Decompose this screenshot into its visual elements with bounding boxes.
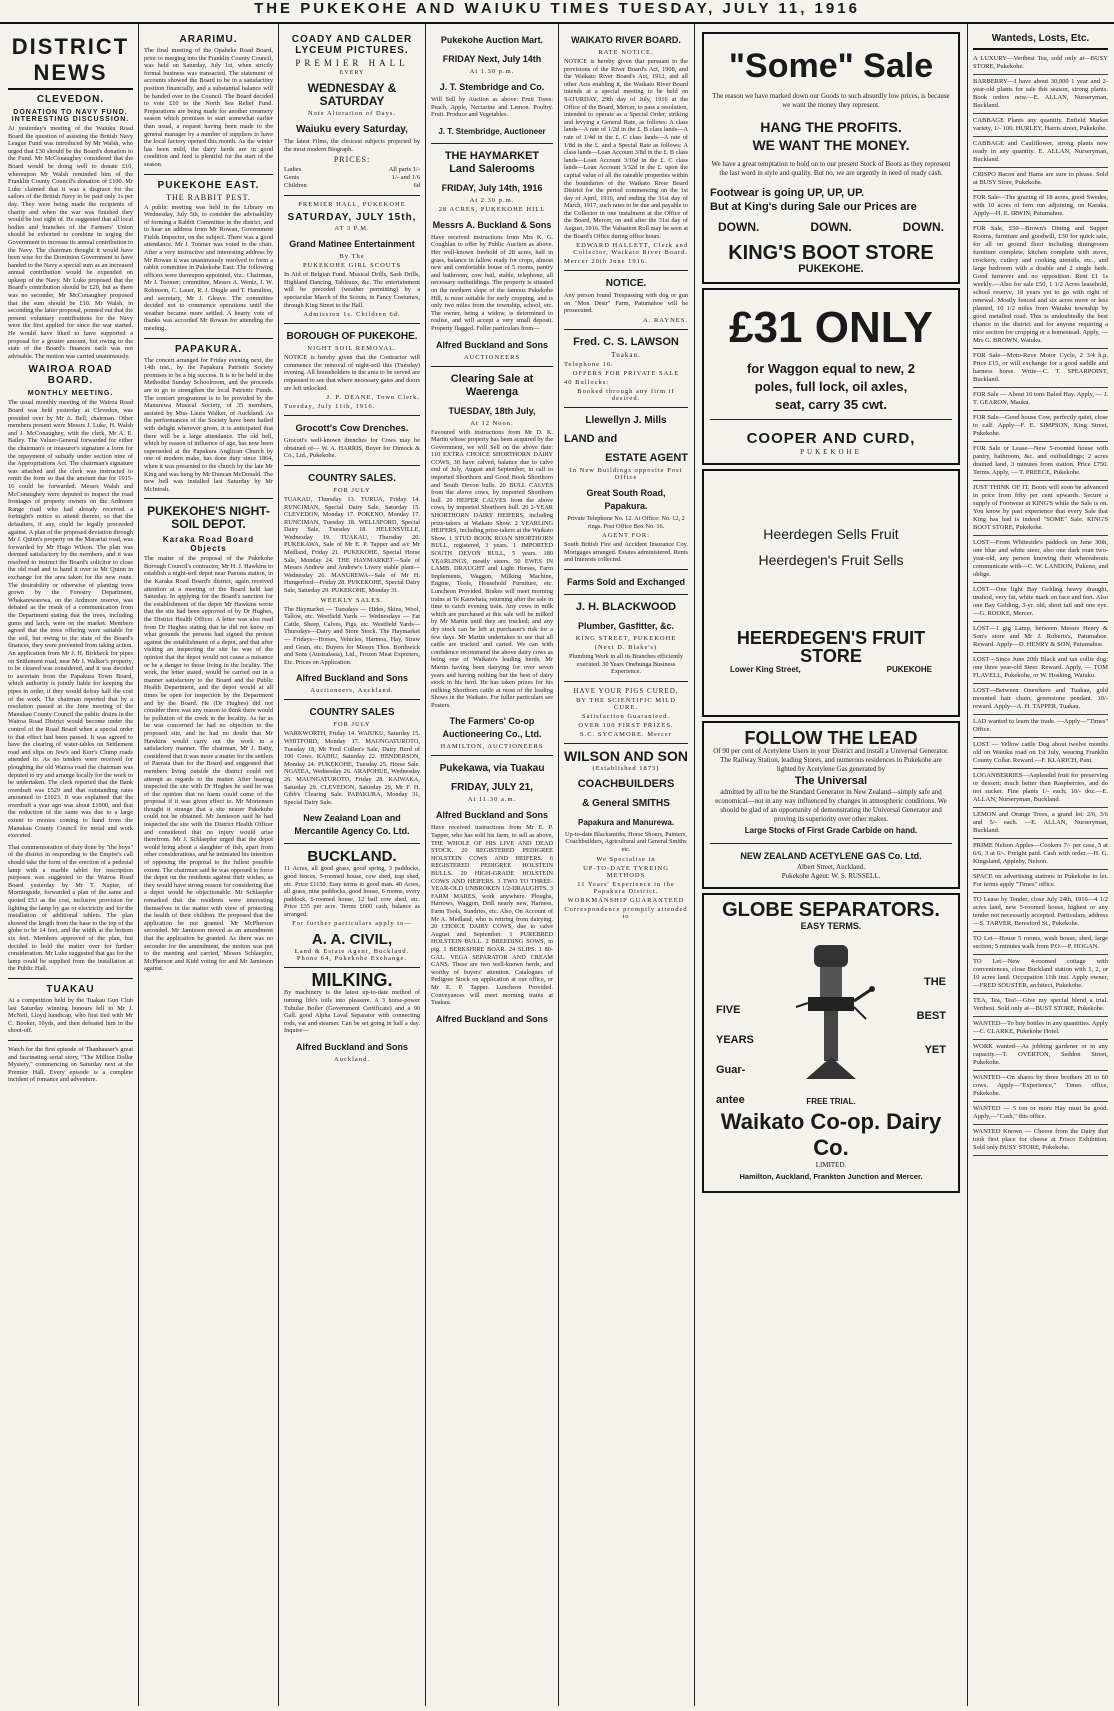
ad-text: FOR JULY [333, 721, 371, 729]
ad-text: Footwear is going UP, UP, UP. [710, 187, 865, 199]
classified-ad: TO Lease by Tender, close July 24th, 1916—4 1/2 acres land, new 5-roomed house, highest or any tender not necessarily accepted. Particulars, address—S. TARVER, Beresford St., Pukekohe. [973, 893, 1108, 932]
section-title: DISTRICT NEWS [8, 34, 133, 90]
ad-heading: BUCKLAND. [307, 848, 397, 866]
ad-text: Grand Matinee Entertainment [289, 239, 415, 250]
ad-text: Waiuku every Saturday, [296, 124, 408, 135]
ad-text: In New Buildings opposite Post Office [569, 467, 683, 482]
classified-ad: A LUXURY—Veribest Tea, sold only at—BUSY STORE, Pukekohe. [973, 52, 1108, 75]
place-heading: PUKEKOHE EAST. [157, 179, 260, 191]
classified-ad: FOR Sale—Moto-Reve Motor Cycle, 2 3/4 h.p. Price £15, or will exchange for a good saddle and harness horse. Write—C. T. SPEARPOINT, Buckland. [973, 349, 1108, 388]
ad-body: WARKWORTH, Friday 14. WAIUKU, Saturday 15. WHITFORD, Monday 17. MAUNGATUROTO, Tuesday 18, Mr Fred Cullen's Sale, Dairy Herd of 100 Cows. KAIHU, Saturday 22. HENDERSON, Monday 24. PUKEKOHE, Tuesday 25. Horse Sale. NGATEA, Wednesday 26. ARAPOHUE, Wednesday 26. MAUNGATUROTO, Friday 28. KAIWAKA, Saturday 29. CLEVEDON, Saturday 29, Mr F. H. Gibb's Clearing Sale. PAPAKURA, Monday 31, Special Dairy Sale. [284, 730, 420, 806]
ad-text: WEEKLY SALES. [320, 596, 384, 604]
column-rule [558, 24, 559, 1706]
ad-body: Favoured with instructions from Mr D. K. Martin whose property has been acquired by the Government, we will Sell on the above date: 110 EXTRA CHOICE SHORTHORN DAIRY COWS, 30 have calved, balance due to calve end of July, August and September, in calf to imported Shorthorn and Good Book Shorthorn and South Devon bulls. 20 BULL CALVES from the above cows, by imported Shorthorn bull. 20 HEIFER CALVES from the above cows, by imported Shorthorn bull. 20 2-YEAR SHORTHORN DAIRY HEIFERS, including prize-takers at Waikato Show. 2 YEARLING HEIFERS, including prize-takers at the Waikato Show. 1 STUD BOOK ROAN SHORTHORN BULL, registered, 3 years. 1 IMPORTED SOUTH DEVON BULL, 5 years. 180 YEARLINGS, mostly steers. 50 EWES IN LAMB. DRAUGHT and Light Horses, Farm Implements, Waggon, Milking Machine, Engine, Tools, Household Furniture, etc. Luncheon Provided. Brakes will meet morning trains at Te Kauwhata, returning after the sale in time to catch evening train. Any cows in milk which are purchased at this sale will be milked by Mr Martin until they are trucked; and any dry stock can be left at purchaser's risk for a few days. Mr Martin undertakes to see that all cattle are trucked and carted. We can with confidence recommend the above dairy cows as being one of Waikato's leading herds, Mr Martin having been dairying for over seven years and having nothing but the best of dairy stock in his herd. He has taken prizes for his milking Shorthorn cattle at most of the leading Shows in the Waikato. For fuller particulars see Posters. [431, 428, 553, 709]
ad-heading: Pukekohe Auction Mart. [440, 35, 544, 45]
ad-days: WEDNESDAY & SATURDAY [307, 81, 397, 108]
ad-text: Land & Estate Agent, Buckland. Phone 64, Pukekohe Exchange. [294, 948, 410, 963]
ad-text: Note Alteration of Days. [308, 110, 396, 117]
ad-text: NIGHT SOIL REMOVAL. [307, 345, 397, 353]
ad-body: 11 Acres, all good grass, good spring, 3 paddocks, good fences, 5-roomed house, cow shed, trap shed, etc. Price £1150. Easy terms to good man. 40 Acres, all grass, nine paddocks, good house, 6 rooms, every paddock, 6-roomed house, 12 bail cow shed, etc. Price £35 per acre. Terms £600 cash, balance as arranged. [284, 865, 420, 918]
ad-text: But at King's during Sale our Prices are [710, 201, 917, 213]
ad-advertiser: Alfred Buckland and Sons [295, 1042, 409, 1053]
ad-text: Booked through any firm if desired. [577, 388, 675, 403]
ad-heading: THE HAYMARKET Land Salerooms [444, 149, 540, 175]
ad-text: Mercer 20th June 1916. [564, 258, 648, 266]
ad-text: Auctioneers, Auckland. [310, 687, 394, 695]
classified-ad: WANTED—To buy bottles in any quantities. Apply—C. CLARKE, Pukekohe Hotel. [973, 1017, 1108, 1040]
article-body: The usual monthly meeting of the Wairoa Road Board was held yesterday at Clevedon, was presided over by Mr A. Bell, chairman. Other members present were Messrs J. Luke, H. Walsh and J. McConaughey, with the clerk, Mr A. E. Bailey. The Valuer-General forwarded for either the chairman's or treasurer's signature a form for the repayment of subsidy under section nine of the Appropriations Act. The chairman's signature was attached and the clerk was instructed to remit the form so that the amount due for 1915-16 could be forwarded. Messrs Walsh and McConaughey were deputed to inspect the road frontages of property owners on the Ardmore Range road who had already received a fortnight's notice to attend thereto, so that the defaulters, if any, could be legally proceeded against. A plan of the proposed deviation through Mr J. Quinn's property on the Maraetai road, was forwarded by Mr Hugo Wilson. The plan was deemed satisfactory by the members, and it was resolved to instruct the Board's solicitor to close the old road and to hand it over to Mr Quinn in exchange for the area taken for the new route. The desirability or otherwise of planting trees grown by the Forestry Department, Whakarewarewa, on the Ardmore reserve, was debated as the result of a communication from the Department stating that the trees, including gums and larch, were on the market. Members agreed that the trees offering were suitable for the soil, but owing to the state of the Board's finances, they were prevented from taking action. An application from Mr J. H. Birkbeck for pipes on Settlement road, near Mr J. Walker's property, to be cleared was considered, and it was decided to ascertain from the Papakura Town Board, which authority is jointly liable for keeping the pipes in order, if they would defray half the cost of the work. The chairman reported that by a resolution passed at the June meeting of the Manukau County Council the public drains in the Wairoa Road District would become under the control of the Road Board when a special order to that effect had been passed. It was agreed to have the clearing of water-tables on Settlement road and slips on Jew's and Kerr's Clump roads attended to. As no tenders were received for ploughing the old Wairoa road the chairman was deputed to try and arrange locally for the work to be undertaken. The clerk reported that the Bank overdraft was £529 and that outstanding rates amounted to £1023. It was explained that the overdraft a year ago was about £1000, and that the reduction of the same was due to a large extent to monies coming to hand from the Manukau County Council for metal and work executed. [8, 399, 133, 840]
ad-advertiser: The Farmers' Co-op Auctioneering Co., Ltd. [442, 716, 542, 740]
ad-text: At 11.30 a.m. [467, 796, 517, 804]
article-body: At yesterday's meeting of the Waiuku Road Board the question of assisting the British Navy League Fund was introduced by Mr Walsh, who urged that £30 should be the Board's donation to the Fund. Mr McConaughey considered that the Board would be doing well to donate £10, whereupon Mr Walsh reminded him of the Franklin County Council's donation of £100. Mr Luke claimed that it was a disgrace for the sailors of the British Navy to be paid only 1s per day. They were being made the recipients of charity and when the war was finished they would be lost sight of. He suggested that all local bodies and branches of the Farmers' Union should be exhorted to combine in urging the Government to increase its annual contribution to the Navy. The chairman thought it would have been wise for the Dominion Government to have handed to the Navy a special sum as an increased annual contribution would be expended on upkeep of the Navy. Mr Luke proposed that the Board's contribution should be £20, but as there was no seconder, Mr McConaughey proposed that the sum should be £10. Mr Walsh, in seconding the latter proposal, pointed out that the present voluntary contributions for the Navy were the first applied for since the war started. He would have liked to have supported a proposal for a greater amount, but owing to the state of the Board's finances each was not advisable. The motion was carried unanimously. [8, 125, 133, 360]
ad-heading: COUNTRY SALES [309, 707, 395, 719]
ad-body: NOTICE is hereby given that the Contractor will commence the removal of night-soil this (Tuesday) evening. All householders in the area to be served are requested to see that where necessary gates and doors are left unlocked. [284, 354, 420, 392]
ad-text: 11 Years' Experience in the Papakura District. [577, 880, 675, 895]
classified-ad: CABBAGE Plants any quantity. Enfield Market variety, 1/- 100. HURLEY, Harris street, Pukekohe. [973, 114, 1108, 137]
ad-text: Plumber, Gasfitter, &c. [577, 621, 675, 631]
ad-text: ESTATE AGENT [605, 452, 688, 465]
classified-ad: WANTED—On shares by three brothers 20 to 60 cows. Apply—"Experience," Times office, Pukekohe. [973, 1071, 1108, 1102]
classified-ad: LOGANBERRIES—Asplendid fruit for preserving or dessert; much better than Raspberries, and do not sucker. Fine plants 1/- each; 10/- doz.—E. ALLAN, Nurseryman, Buckland. [973, 769, 1108, 808]
ad-text: EVERY [339, 70, 365, 76]
ad-advertiser: WILSON AND SON [564, 747, 688, 764]
classified-ad: BARBERRY—I have about 30,000 1 year and 2-year-old plants for sale this season, strong plants. Book orders now.—E. ALLAN, Nurseryman, Buckland. [973, 75, 1108, 114]
ad-advertiser: Alfred Buckland and Sons [435, 339, 549, 350]
ad-text: AT 3 P.M. [334, 225, 370, 233]
classified-ad: FOR Sale — About 10 tons Baled Hay. Apply, — J. T. GEARON, Mauku. [973, 388, 1108, 411]
ad-advertiser: HEERDEGEN'S FRUIT STORE [736, 628, 926, 666]
ad-text: Correspondence promptly attended to [564, 905, 688, 920]
notice-text: Watch for the first episode of Thanhauser's great and fascinating serial story, "The Million Dollar Mystery," commencing on Saturday next at the Premier Hall. Every episode is a complete incident of romance and adventure. [8, 1045, 133, 1084]
column-ads-5 [560, 24, 692, 1704]
ad-venue: PREMIER HALL [295, 58, 409, 68]
ad-heading: Clearing Sale at Waerenga [450, 372, 534, 398]
ad-text: OFFERS FOR PRIVATE SALE [572, 370, 680, 378]
ad-advertiser: Llewellyn J. Mills [585, 415, 667, 427]
ad-text: FRIDAY, JULY 21, [451, 782, 533, 794]
article-body: That commemoration of duty done by "the boys" of the district in responding to the Empire's call should take the form of the erection of a pedestal lamp with a marble tablet for inscription purposes was suggested to the Wairoa Road Board yesterday by Mr T. Napier, of Morningside, forwarded a plan of the same and quoted £53 as the cost, inclusive provision for lighting the lamp by gas or electricity and for the installation of additional tablets. The plan showed the length from the base to the top of the globe to be 14 feet, and the width at the bottom six feet. Members approved of the plan, but decided to hold the matter over for further consideration. Mr Luke suggested that gas for the lamp could be supplied from the installation at the Public Hall. [8, 843, 133, 973]
classified-ad: TO Let—House 5 rooms, wash house, shed, large section; 5 minutes walk from P.O.—P. HOGAN. [973, 932, 1108, 955]
ad-body: Have received instructions from Mrs K. G. Coughlan to offer by Public Auction as above. Her well-known freehold of 28 acres, half in grass, balance in fallow ready for crops, almost new and comfortable house of 5 rooms, pantry and bathroom, cow bail, stable, telephone, all necessary outbuildings. The property is situated on the northern slope of the famous Pukekohe Hill, is most suitable for early cropping, and is only two miles from the township, school, etc. The owner, being a widow, is determined to realise, and will accept a very small deposit. Property flagged. Fuller particulars from— [431, 233, 553, 332]
ad-text: COACHBUILDERS [577, 777, 675, 790]
column-display-ads [696, 24, 966, 1704]
ad-heading: Grocott's Cow Drenches. [295, 423, 409, 435]
ad-text: Satisfaction Guaranteed. [582, 712, 670, 720]
classified-ad: SPACE on advertising stations in Pukekohe to let. For terms apply "Times" office. [973, 870, 1108, 893]
article-body: At a competition held by the Tuakau Gun Club last Saturday winning honours fell to Mr J. McNeil, Lloyd handicap, who first tied with Mr C. Booker, 10yds, and then defeated him in the shoot-off. [8, 996, 133, 1035]
ad-advertiser: A. A. CIVIL, [311, 931, 393, 949]
place-heading: TUAKAU [46, 983, 95, 995]
column-rule [967, 24, 968, 1706]
ad-text: PREMIER HALL, PUKEKOHE [298, 201, 406, 209]
price-row: Children 6d [284, 182, 420, 190]
column-local-news [140, 24, 277, 1704]
ad-body: NOTICE is hereby given that pursuant to the provisions of the River Board's Act, 1908, and the Waikato River Board's Act, 1912, and all other Acts enabling it, the Waikato River Board intends at a special meeting to be held on SATURDAY, 29th day of July, 1916 at the Office of the Board, Mercer, to pass a resolution, intended to operate as a Special Order, striking and levying a General Rate, as follows: A class lands—A rate of 1/2d in the £. B class lands—A rate of 1/4d in the £. C class lands—A rate of 1/8d in the £. and a Special Rate as follows: A class lands—Loan Account 3/8d in the £. B class lands—Loan Account 3/16d in the £. C class lands—Loan Account 3/32d in the £. upon the capital value of all the rateable properties within the boundaries of the Waikato River Board District for the period commencing on the 1st day of April, 1916, and ending the 31st day of March, 1917, such rates to be due and payable to the Collector in one instalment at the Office of the Board, Mercer, on and after the 31st day of August, 1916. The Valuation Roll may be seen at the Board's Office during office hours. [564, 58, 688, 240]
ad-body: TUAKAU, Thursday 13. TURUA, Friday 14. RUNCIMAN, Special Dairy Sale, Saturday 15. CLEVEDON, Monday 17. POKENO, Monday 17. RUNCIMAN, Tuesday 18. WELLSFORD, Special Dairy Sale, Tuesday 18. HELENSVILLE, Wednesday 19. TUAKAU, Thursday 20. PUKEKAWA, Sale of Mr E. P. Tapper and a/c Mr Medland, Friday 21. PUKEKOHE, Special Horse Sale, Monday 24. THE HAYMARKET—Sale of Messrs Andrew and Andrew's Livery stable plant—Wednesday 26. MANUREWA—Sale of Mr H. Hungerford—Friday 28. PUKEKOHE, Special Dairy Sale, Saturday 29. PUKEKOHE, Monday 31. [284, 495, 420, 595]
column-ads-4 [427, 24, 557, 1704]
ad-text: UP-TO-DATE TYREING METHODS [583, 864, 669, 879]
ad-advertiser: KING'S BOOT STORE [728, 242, 934, 264]
ad-text: The reason we have marked down our Goods to such absurdly low prices, is because we want the money they represent. [712, 92, 950, 109]
ad-heading: MILKING. [311, 970, 393, 991]
ad-heading: COUNTRY SALES. [308, 472, 396, 484]
ad-king-boot-store [702, 32, 960, 284]
column-rule [138, 24, 139, 1706]
separator-machine-illustration [786, 939, 876, 1089]
ad-text: PUKEKOHE GIRL SCOUTS [302, 262, 402, 270]
ad-text: Pukekohe Agent: W. S. RUSSELL. [781, 872, 881, 880]
ad-advertiser: Alfred Buckland and Sons [435, 810, 549, 821]
ad-text: for Waggon equal to new, 2 poles, full lock, oil axles, seat, carry 35 cwt. [746, 361, 916, 412]
ad-text: RATE NOTICE. [598, 49, 654, 56]
ad-text: FREE TRIAL. [806, 1097, 856, 1106]
price-row: Ladies All parts 1/- [284, 166, 420, 174]
ad-text: We Specialise in [596, 855, 656, 863]
ad-heading: HAVE YOUR PIGS CURED, [573, 686, 679, 695]
ad-text: S.C. SYCAMORE. Mercer [580, 730, 672, 738]
ad-text: AUCTIONEERS [463, 353, 521, 361]
ad-text: KING STREET, PUKEKOHE [575, 635, 677, 642]
classified-ad: PRIME Nelson Apples—Cookers 7/- per case, 5 at 6/6, 3 at 6/-. Freight paid. Cash with order.—H. G. Kingsland, Appleby, Nelson. [973, 839, 1108, 870]
ad-body: Have received instructions from Mr E. P. Tapper, who has sold his farm, to sell as above, THE WHOLE OF HIS LIVE AND DEAD STOCK. 20 REGISTERED PEDIGREE HOLSTEIN COWS AND HEIFERS. 6 REGISTERED PEDIGREE HOLSTEIN BULLS. 20 HIGH-GRADE HOLSTEIN COWS AND HEIFERS. 3 TWO TO THREE-YEAR-OLD UNBROKEN 1/2-DRAUGHTS. 3 FARM MARES, work anywhere. Ploughs, Harrows, Waggon, Drill nearly new, Harness, Farm Tools, Sundries, etc. Also, On Account of Mr A. Medland, who is retiring from dairying. 20 CHOICE DAIRY COWS, due to calve August and September. 1 PUREBRED HOLSTEIN BULL. 2 BREEDING SOWS, in pig. 1 BERKSHIRE BOAR. 24 SLIPS. 1 80-GAL. VEGA SEPARATOR AND CREAM CANS. These are two well-known herds, and worthy of buyers' attention. Catalogues of Pedigree Stock on application at our office, or Mr E. P. Tapper. Luncheon Provided. Conveyances will meet morning trains at Tuakau. [431, 824, 553, 1007]
place-heading: WAIROA ROAD BOARD. [28, 364, 113, 387]
ad-body: The latest Films, the choicest subjects projected by the most modern Biograph. [284, 138, 420, 153]
ad-text: WE WANT THE MONEY. [752, 137, 910, 153]
ad-text: The Universal [794, 775, 868, 787]
ad-text: By The [339, 253, 365, 261]
article-heading: THE RABBIT PEST. [166, 192, 251, 202]
ad-text: At 1.30 p.m. [469, 68, 515, 75]
ad-text: Of 90 per cent of Acetylene Users in your District and install a Universal Generator. The Railway Station, leading Stores, and numerous residences in Pukekohe are lighted by Acetylene Gas generated by [713, 747, 949, 773]
ad-advertiser: New Zealand Loan and Mercantile Agency Co. Ltd. [294, 813, 410, 837]
ad-text: Hamilton, Auckland, Frankton Junction and Mercer. [739, 1172, 923, 1181]
ad-text: Auckland. [334, 1056, 370, 1064]
ad-heading: BOROUGH OF PUKEKOHE. [286, 331, 418, 343]
ad-text: At 2.30 p.m. [469, 196, 515, 204]
ad-text: J. P. DEANE, Town Clerk. [326, 394, 420, 402]
ad-text: Tuakau. [611, 351, 641, 360]
column-ads-3 [280, 24, 424, 1704]
article-heading: DONATION TO NAVY FUND. INTERESTING DISCUSSION. [11, 109, 130, 123]
classified-ad: FOR Sale or Lease—New 5-roomed house with pantry, bathroom, &c. and outbuildings; 2 acres drained land, 3 minutes from station. Price £750. Terms. Apply, — T. PREECE, Pukekohe. [973, 442, 1108, 481]
ad-text: For further particulars apply to— [292, 920, 412, 928]
ad-text: PUKEKOHE. [798, 263, 864, 275]
ad-globe-separators [702, 893, 960, 1193]
place-heading: ARARIMU. [179, 34, 238, 45]
ad-advertiser: COOPER AND CURD, [746, 430, 916, 447]
classified-ad: FOR Sale, £50—Brown's Dining and Supper Rooms, furniture and goodwill, £30 for quick sale, for all on ground floor including diningroom furniture complete, kitchen complete with stove, crockery, cutlery and cooking utensils, etc., and large bedroom with a double and 2 single beds. Good turnover and no opposition. Rent £1 1s weekly.—Also for sale £50, 1 1/2 Acres leasehold, school reserve, 18 years yet to go with right of renewal. Mostly fenced and six acres more or less planted, 10 1/2 miles from Waiuku township by good metalled road. This is undoubtedly the best chance in the district and for anyone requiring a nice section for cropping or a homestead. Apply, —Mrs G. BROWN, Waiuku. [973, 222, 1108, 349]
column-wanteds [969, 24, 1112, 1704]
ad-text: admitted by all to be the Standard Generator in New Zealand—simply safe and economical—not in any way influenced by changes in atmospheric conditions. We should be glad of an opportunity of demonstrating the Universal Generator and proving its superiority over other makes. [715, 788, 947, 823]
ad-text: OVER 100 FIRST PRIZES. [578, 721, 674, 729]
ad-body: The Haymarket — Tuesdays — Hides, Skins, Wool, Tallow, etc. Westfield Yards — Wednesdays — Fat Cattle, Sheep, Calves, Pigs, etc. Westfield Yards—Thursdays—Dairy and Store Stock. The Haymarket — Fridays—Horses, Vehicles, Harness, Hay, Straw and Grain, etc. Buyers for Messrs Thos. Borthwick and Sons (Australasia), Ltd., Frozen Meat Exporters, Etc. Prices on Application. [284, 605, 420, 666]
classified-ad: WORK wanted—As jobbing gardener or in any capacity.—T. OVERTON, Seddon Street, Pukekohe. [973, 1040, 1108, 1071]
classified-ad: TO Let—New 4-roomed cottage with conveniences, close Buckland station with 1, 2, or 10 acres land. Occupation 11th inst. Apply owner,—FRED SOUSTER, architect, Pukekohe. [973, 955, 1108, 994]
ad-advertiser: Alfred Buckland and Sons [435, 1013, 549, 1024]
ad-text: J. T. Stembridge, Auctioneer [438, 126, 546, 136]
ad-text: PUKEKOHE [800, 448, 862, 456]
classified-ad: LOST—Between Onewhero and Tuakau, gold mounted hair chain, greenstone pendant. 10/- reward. Apply—A. H. TAPPER, Tuakau. [973, 684, 1108, 715]
ad-text: BY THE SCIENTIFIC MILD CURE. [576, 696, 676, 711]
price-row: Gents 1/- and 1/6 [284, 174, 420, 182]
ad-acetylene [702, 721, 960, 889]
ad-address-row: Lower King Street, PUKEKOHE [730, 665, 932, 674]
ad-text: Heerdegen Sells Fruit [763, 526, 899, 542]
ad-body: Will Sell by Auction as above: Fruit Trees: Peach, Apple, Nectarine and Lemon. Poultry. Fruit. Produce and Vegetables. [431, 96, 553, 119]
ad-text: PRICES: [333, 155, 371, 165]
classified-ad: LOST—One light Bay Gelding heavy draught, unshod, very fat, white mark on face and feet. Also one Bay Gelding, 3-yr. old, short tail and one eye.—G. ROOKE, Mercer. [973, 583, 1108, 622]
classified-ad: CRISPO Bacon and Hams are sure to please. Sold at BUSY Store, Pukekohe. [973, 168, 1108, 191]
ad-heerdegen [702, 469, 960, 717]
article-body: The matter of the proposal of the Pukekohe Borough Council's contractor, Mr H. J. Hawkins to establish a night-soil depot near Paerata station, in the Karaka Road Board's district, again received attention at a meeting of the Board held last Saturday. In applying for the Board's sanction for the establishment of the depot Mr Hawkins wrote that the site had been approved of by Dr Hughes, the District Health Officer. A letter was also read from Dr Hughes stating that he did not know on what grounds the persons had signed the protest against the establishment of a depot, and that after visiting an inspecting the site he was of the opinion that the depot would not cause a nuisance or be a danger to those living in the locality. The work, the letter stated, would be carried out in a manner satisfactory to the Board and the Public Health Department, and the depot would at all times be open for inspection by the Department and by the Board. He (Dr Hughes) did not consider there was any reason to think there would be pollution of the creek in the locality. As far as he was concerned he had no objection to the proposed site, and he had no doubt that Mr Hawkins would carry out the work in a satisfactory manner. The chairman, Mr J. Batty, considered that it was more a matter for the settlers of Paerata than for the Board and suggested that members living outside the district could not attempt as regards to the matter. After hearing inspected the site with Dr Hughes he said he was of the opinion that no harm could come of the proposal if it was given effect to. Mr Mortensen thought it strange that a site nearer Pukekohe could not be obtained. Mr Jamieson said he had inspected the site with the District Health Officer and considered that no injury would arise therefrom. Mr J. Schlaepfer urged that the depot would bring about a slaughter of fish, apart from other considerations, and he intimated his intention of opposing the proposal to the fullest possible extent. The chairman said he was opposed to force the depot on the residents against their wishes, as they would have strong reason for considering that a depot would be objectionable. Mr Schlaepfer remarked that the residents were interesting themselves in the matter with view of protecting the health of their children. He proposed that the application be not granted. Mr McPherson seconded. Mr Jamieson moved as an amendment that the application be granted. As there was no seconder for the amendment, the motion was put to the meeting and carried, Messrs Schlaepfer, McPherson and Kidd voting for and Mr Jamieson against. [144, 555, 273, 973]
ad-text: 40 Bullocks: [564, 379, 610, 387]
section-title: Wanteds, Losts, Etc. [973, 32, 1108, 50]
ad-cooper-curd [702, 288, 960, 465]
ad-headline: GLOBE SEPARATORS. [722, 899, 940, 921]
ad-advertiser: Messrs A. Buckland & Sons [432, 219, 552, 230]
ad-text: EASY TERMS. [800, 921, 862, 931]
classified-ad: LOST—1 gig Lamp, between Messrs Henry & Son's store and Mr J. Roberts's, Patumahoe. Reward. Apply—D. HENRY & SON, Patumahoe. [973, 622, 1108, 653]
classified-ad: LOST — Yellow cattle Dog about twelve months old on Waiuku road on 1st July, wearing Franklin County Collar. Reward.—F. KLARICH, Pani. [973, 738, 1108, 769]
ad-down-row: DOWN. DOWN. DOWN. [718, 220, 944, 234]
classified-ad: CABBAGE and Cauliflower, strong plants now ready in any quantity. E. ALLAN, Nurseryman, Buckland. [973, 137, 1108, 168]
ad-advertiser: J. H. BLACKWOOD [575, 601, 677, 613]
ad-headline: £31 ONLY [729, 303, 933, 352]
ad-text: WORKMANSHIP GUARANTEED [567, 896, 685, 904]
ad-text: HANG THE PROFITS. [760, 119, 902, 135]
ad-text: TUESDAY, 18th July, [448, 405, 536, 416]
ad-text: (Next D. Blake's) [594, 644, 658, 651]
ad-text: Heerdegen's Fruit Sells [758, 552, 904, 568]
ad-side-text: THE BEST YET [916, 976, 946, 1056]
ad-body: In Aid of Belgian Fund. Musical Drills, Sash Drills, Highland Dancing, Tableaux, &c. The entertainment will be preceded (weather permitting) by a spectacular March of the Scouts, in Fancy Costumes, through King Street to the Hall. [284, 271, 420, 309]
classified-ad: LAD wanted to learn the trade. —Apply—"Times" Office. [973, 715, 1108, 738]
classified-ad: FOR Sale—The grazing of 18 acres, good Swedes, with 10 acres of fern run adjoining, on Karaka. Apply—H. E. IRWIN, Patumahoe. [973, 191, 1108, 222]
place-heading: PAPAKURA. [175, 343, 242, 355]
place-heading: CLEVEDON. [36, 94, 105, 105]
ad-body: Grocott's well-known drenches for Cows may be obtained of— W. A. HARRIS, Buyer for Dimock & Co., Ltd., Pukekohe. [284, 437, 420, 460]
ad-text: FRIDAY, July 14th, 1916 [441, 182, 543, 193]
classified-ad: TEA, Tea, Tea!—Give my special blend a trial. Veribest. Sold only at—BUST STORE, Pukekohe. [973, 994, 1108, 1017]
article-body: A public meeting was held in the Library on Wednesday, July 5th, to consider the advisability of forming a Rabbit Committee in the district, and to hear an address from Mr Rowan, Government Fields Inspector, on the subject. There was a good attendance. Mr J. Toomer was voted to the chair. After a very instructive and interesting address by Mr Rowan it was unanimously resolved to form a rabbit committee in Pukekohe East. The following officers were thereupon appointed, viz.: Chairman, Mr J. Toomer; committee, Messrs A. Wentz, J. W. Robinson, C. Lauer, R. J. Dingle and T. Hamilton, and secretary, Mr J. Gleave. The committee decided not to commence operations until the weather became more settled. A hearty vote of thanks was accorded Mr Rowan for attending the meeting. [144, 203, 273, 332]
classified-ad: JUST THINK OF IT. Boots will soon be advanced in price from fifty per cent upwards. Secure a supply of Footwear at KING'S while the Sale is on. You know by past experience that every Sale that King has had is indeed "SOME" Sale. KING'S BOOT STORE, Pukekohe. [973, 481, 1108, 536]
ad-heading: COADY AND CALDER LYCEUM PICTURES. [291, 34, 413, 56]
article-subheading: Karaka Road Board Objects [162, 535, 255, 554]
column-rule [694, 24, 695, 1706]
ad-advertiser: Fred. C. S. LAWSON [573, 336, 679, 349]
ad-text: HAMILTON, AUCTIONEERS [440, 743, 544, 751]
ad-text: A. RAYNES. [643, 317, 688, 325]
ad-body: Up-to-date Blacksmiths, Horse Shoers, Painters, Coachbuilders, Agricultural and General Smiths etc. [565, 830, 687, 853]
ad-advertiser: Waikato Co-op. Dairy Co. [720, 1109, 942, 1160]
ad-text: Great South Road, Papakura. [586, 488, 666, 512]
ad-text: Papakura and Manurewa. [577, 817, 675, 827]
ad-text: AGENT FOR: [602, 532, 650, 540]
ad-text: & General SMITHS [582, 797, 670, 809]
ad-text: 28 ACRES, PUKEKOHE HILL [438, 205, 546, 213]
ad-heading: Farms Sold and Exchanged [566, 577, 686, 587]
ad-text: LIMITED. [815, 1161, 847, 1169]
classified-ad: LOST—From Whiteside's paddock on June 30th, one blue and white steer, also one dark roan two-year-old, any person knowing their whereabouts communicate with—C. W. LANDON, Pukeno, and oblige. [973, 536, 1108, 583]
ad-body: Any person found Trespassing with dog or gun on "Mon Desir" Farm, Patumahoe will be prosecuted. [564, 292, 688, 315]
classified-ad: WANTED Known — Cheese from the Dairy that took first place for cheese at Frisco Exhibition. Sold only BUSY STORE, Pukekohe. [973, 1125, 1108, 1156]
ad-text: Albert Street, Auckland. [796, 863, 866, 871]
ad-text: At 12 Noon. [470, 419, 514, 427]
article-headline: PUKEKOHE'S NIGHT-SOIL DEPOT. [147, 504, 270, 532]
ad-body: Plumbing Work in all its Branches efficiently executed. 30 Years Onehunga Business Experience. [569, 653, 683, 676]
ad-headline: "Some" Sale [728, 47, 934, 85]
ad-text: FOR JULY [333, 486, 371, 494]
column-rule [425, 24, 426, 1706]
ad-heading: Pukekawa, via Tuakau [439, 763, 545, 775]
ad-text: Tuesday, July 11th, 1916. [284, 403, 376, 411]
ad-text: EDWARD HALLETT, Clerk and Collector, Waikato River Board. [573, 242, 688, 257]
masthead: THE PUKEKOHE AND WAIUKU TIMES TUESDAY, JULY 11, 1916 [0, 0, 1114, 24]
ad-headline: FOLLOW THE LEAD [744, 728, 918, 748]
ad-text: SATURDAY, JULY 15th, [287, 212, 417, 224]
classified-ad: WANTED — 5 ton or more Hay must be good. Apply,—"Cash," this office. [973, 1102, 1108, 1125]
article-body: The concert arranged for Friday evening next, the 14th inst., by the Papakura Patriotic Society promises to be a big success. It is to be held in the Methodist Sunday Schoolroom, and the proceeds are to go to strengthen the local Patriotic Funds. The concert programme is to be provided by the Manurewa Musical Society, of 35 members, assisted by Miss Laura Walker, of Auckland. As the performances of the Society have been hailed with delight wherever given, it is anticipated that there will be a large attendance. The old bell, which by reason of influence of age, has now been superseded at the Papakura Anglican Church by one of modern make, has done duty since 1864, when it was presented to the church by the late Mr King and was hung by Mr Duncan McDonald. The new bell was installed last Saturday by Mr McIntosh. [144, 356, 273, 493]
ad-text: Telephone 16. [564, 361, 614, 369]
classified-list [973, 52, 1108, 1156]
ad-text: We have a great temptation to hold on to our present Stock of Boots as they represent the last word in style and quality. But no, we are urgently in need of ready cash. [711, 160, 951, 177]
ad-body: Private Telephone No. 12. At Office: No. 12, 2 rings. Post Office Box No. 16. [567, 515, 685, 530]
ad-text: FRIDAY Next, July 14th [442, 54, 542, 64]
ad-heading: WAIKATO RIVER BOARD. [571, 35, 681, 45]
ad-side-text: FIVE YEARS Guar- antee [716, 1004, 754, 1106]
article-heading: MONTHLY MEETING. [27, 390, 114, 398]
classified-ad: LEMON and Orange Trees, a grand lot: 2/6, 3/6 and 5/- each. —E. ALLAN, Nurseryman, Buckland. [973, 808, 1108, 839]
classified-ad: LOST—Since June 20th Black and tan collie dog; one three year-old Steer. Reward. Apply, — TOM FLAVELL, Pukekohe, or W. Hosking, Waiuku. [973, 653, 1108, 684]
ad-advertiser: Alfred Buckland and Sons [295, 673, 409, 684]
ad-text: Large Stocks of First Grade Carbide on hand. [744, 826, 918, 835]
ad-body: By machinery is the latest up-to-date method of turning life's toils into pleasure. A 3 horse-power Tubular Boiler (Government Certificate) and a 90 Gall. good Alpha Laval Separator with connecting rods, vat and steamer. Can be set going in half a day. Inquire— [284, 989, 420, 1035]
column-district-news [4, 24, 137, 1704]
ad-text: LAND and [564, 433, 618, 446]
column-rule [278, 24, 279, 1706]
ad-body: South British Fire and Accident Insurance Coy. Mortgages arranged. Estates administered. Rents and Interests collected. [564, 541, 688, 564]
ad-advertiser: J. T. Stembridge and Co. [439, 82, 545, 92]
ad-text: (Established 1873) [592, 764, 660, 772]
ad-heading: NOTICE. [605, 278, 647, 290]
ad-advertiser: NEW ZEALAND ACETYLENE GAS Co. Ltd. [740, 851, 922, 861]
ad-text: Admission 1s. Children 6d. [303, 311, 401, 319]
classified-ad: FOR Sale—Good house Cow, perfectly quiet, close to calf. Apply—F. E. SIMPSON, King Street, Pukekohe. [973, 411, 1108, 442]
article-body: The final meeting of the Opaheke Road Board, prior to merging into the Franklin County Council, was held on Saturday, July 1st, when strictly formal business was transacted. The statement of accounts showed the Board to be in a satisfactory position financially, and a substantial balance will be handed over to the Council. The Board decided to vote £10 to the North Sea Relief Fund. Preparations are being made for another creamery season which promises to start somewhat earlier than usual, a request having been made to the general manager by a number of suppliers to have the local factory opened this month. As the winter has been mild, the dairy herds are in good condition and feed is plentiful for the start of the season. [144, 47, 273, 168]
